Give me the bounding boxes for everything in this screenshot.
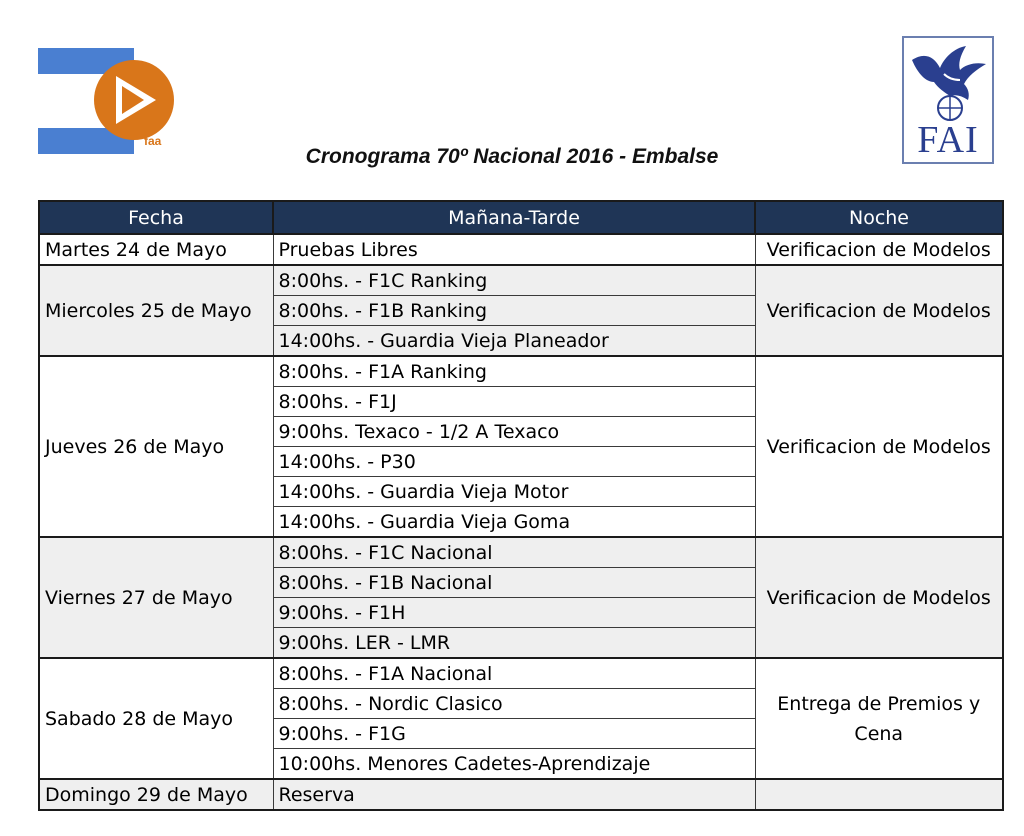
evento-cell: Pruebas Libres: [273, 234, 755, 265]
table-row: [39, 658, 1003, 689]
noche-cell: Verificacion de Modelos: [755, 356, 1003, 537]
day-group-viernes: [39, 537, 1003, 658]
evento-cell: 9:00hs. - F1H: [273, 598, 755, 628]
column-header-manana-tarde: Mañana-Tarde: [273, 201, 755, 234]
fecha-cell: Miercoles 25 de Mayo: [39, 265, 273, 356]
table-row: [39, 265, 1003, 296]
evento-cell: 8:00hs. - F1J: [273, 387, 755, 417]
table-row: [39, 537, 1003, 568]
evento-cell: 8:00hs. - F1B Nacional: [273, 568, 755, 598]
evento-cell: 8:00hs. - F1A Nacional: [273, 658, 755, 689]
day-group-jueves: [39, 356, 1003, 537]
evento-cell: 14:00hs. - Guardia Vieja Motor: [273, 477, 755, 507]
noche-cell: Verificacion de Modelos: [755, 265, 1003, 356]
noche-cell: Verificacion de Modelos: [755, 537, 1003, 658]
schedule-table: [38, 200, 1004, 811]
evento-cell: 9:00hs. Texaco - 1/2 A Texaco: [273, 417, 755, 447]
table-header-row: [39, 201, 1003, 234]
fecha-cell: Sabado 28 de Mayo: [39, 658, 273, 779]
evento-cell: 8:00hs. - F1C Ranking: [273, 265, 755, 296]
evento-cell: 8:00hs. - F1C Nacional: [273, 537, 755, 568]
fai-logo-text: FAI: [917, 119, 979, 161]
day-group-martes: [39, 234, 1003, 265]
column-header-noche: Noche: [755, 201, 1003, 234]
evento-cell: 8:00hs. - Nordic Clasico: [273, 689, 755, 719]
noche-cell: [755, 779, 1003, 810]
evento-cell: 14:00hs. - Guardia Vieja Goma: [273, 507, 755, 538]
column-header-fecha: Fecha: [39, 201, 273, 234]
fecha-cell: Martes 24 de Mayo: [39, 234, 273, 265]
fecha-cell: Domingo 29 de Mayo: [39, 779, 273, 810]
table-row: [39, 779, 1003, 810]
page-title: Cronograma 70º Nacional 2016 - Embalse: [305, 145, 719, 168]
evento-cell: 14:00hs. - P30: [273, 447, 755, 477]
faa-logo-text: faa: [144, 134, 162, 148]
evento-cell: 10:00hs. Menores Cadetes-Aprendizaje: [273, 749, 755, 780]
day-group-miercoles: [39, 265, 1003, 356]
evento-cell: 8:00hs. - F1A Ranking: [273, 356, 755, 387]
day-group-sabado: [39, 658, 1003, 779]
fecha-cell: Jueves 26 de Mayo: [39, 356, 273, 537]
table-row: [39, 356, 1003, 387]
evento-cell: 9:00hs. LER - LMR: [273, 628, 755, 659]
evento-cell: 9:00hs. - F1G: [273, 719, 755, 749]
table-row: [39, 234, 1003, 265]
day-group-domingo: [39, 779, 1003, 810]
noche-cell: Entrega de Premios y Cena: [755, 658, 1003, 779]
fecha-cell: Viernes 27 de Mayo: [39, 537, 273, 658]
evento-cell: 14:00hs. - Guardia Vieja Planeador: [273, 326, 755, 357]
noche-cell: Verificacion de Modelos: [755, 234, 1003, 265]
evento-cell: 8:00hs. - F1B Ranking: [273, 296, 755, 326]
evento-cell: Reserva: [273, 779, 755, 810]
